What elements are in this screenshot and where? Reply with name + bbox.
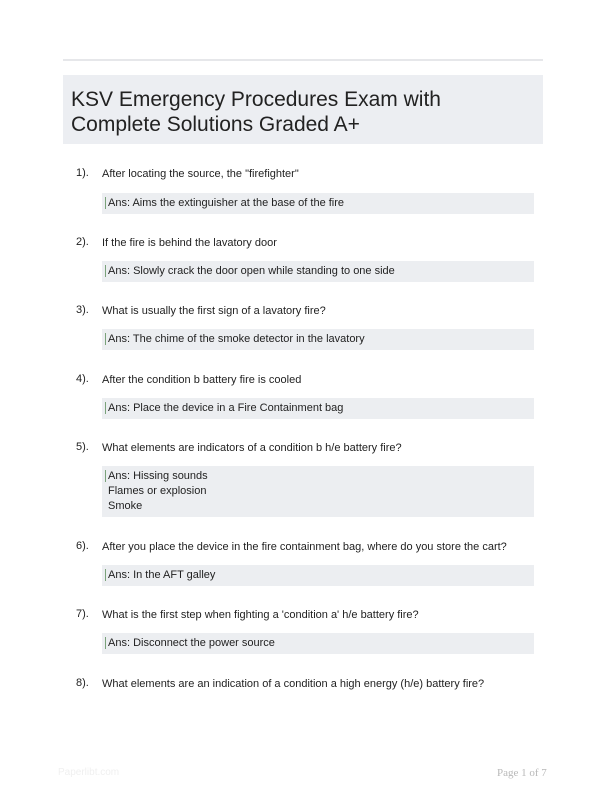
question-text: After the condition b battery fire is cooled xyxy=(102,374,302,386)
question-number: 8). xyxy=(76,677,89,689)
answer-box xyxy=(102,329,534,350)
question-text: What is usually the first sign of a lavatory fire? xyxy=(102,305,326,317)
question-text: What elements are indicators of a condition b h/e battery fire? xyxy=(102,442,402,454)
question-number: 1). xyxy=(76,167,89,179)
answer-marker xyxy=(105,197,106,209)
answer-marker xyxy=(105,470,106,482)
answer-box xyxy=(102,633,534,654)
answer-box xyxy=(102,261,534,282)
question-number: 7). xyxy=(76,608,89,620)
answer-box xyxy=(102,466,534,517)
question-number: 3). xyxy=(76,304,89,316)
question-text: After you place the device in the fire containment bag, where do you store the cart? xyxy=(102,541,507,553)
question-number: 6). xyxy=(76,540,89,552)
answer-line: Ans: Place the device in a Fire Containment bag xyxy=(108,402,344,414)
question-number: 4). xyxy=(76,373,89,385)
answer-marker xyxy=(105,402,106,414)
question-text: After locating the source, the "firefighter" xyxy=(102,168,299,180)
document-title: KSV Emergency Procedures Exam with Complete Solutions Graded A+ xyxy=(71,88,441,136)
answer-box xyxy=(102,565,534,586)
answer-line: Smoke xyxy=(108,500,143,512)
answer-box xyxy=(102,193,534,214)
answer-box xyxy=(102,398,534,419)
answer-marker xyxy=(105,265,106,277)
top-divider xyxy=(63,59,543,61)
answer-marker xyxy=(105,333,106,345)
watermark-text: Paperlibt.com xyxy=(58,767,120,778)
question-text: What is the first step when fighting a 'condition a' h/e battery fire? xyxy=(102,609,419,621)
answer-line: Ans: Aims the extinguisher at the base of the fire xyxy=(108,197,345,209)
answer-line: Flames or explosion xyxy=(108,485,207,497)
answer-line: Ans: In the AFT galley xyxy=(108,569,216,581)
answer-marker xyxy=(105,569,106,581)
question-text: What elements are an indication of a condition a high energy (h/e) battery fire? xyxy=(102,678,485,690)
page-number: Page 1 of 7 xyxy=(497,767,547,779)
question-number: 2). xyxy=(76,236,89,248)
answer-line: Ans: The chime of the smoke detector in the lavatory xyxy=(108,333,365,345)
question-number: 5). xyxy=(76,441,89,453)
question-text: If the fire is behind the lavatory door xyxy=(102,237,277,249)
answer-line: Ans: Disconnect the power source xyxy=(108,637,275,649)
answer-line: Ans: Slowly crack the door open while standing to one side xyxy=(108,265,395,277)
answer-marker xyxy=(105,637,106,649)
answer-line: Ans: Hissing sounds xyxy=(108,470,208,482)
title-banner xyxy=(63,75,543,144)
